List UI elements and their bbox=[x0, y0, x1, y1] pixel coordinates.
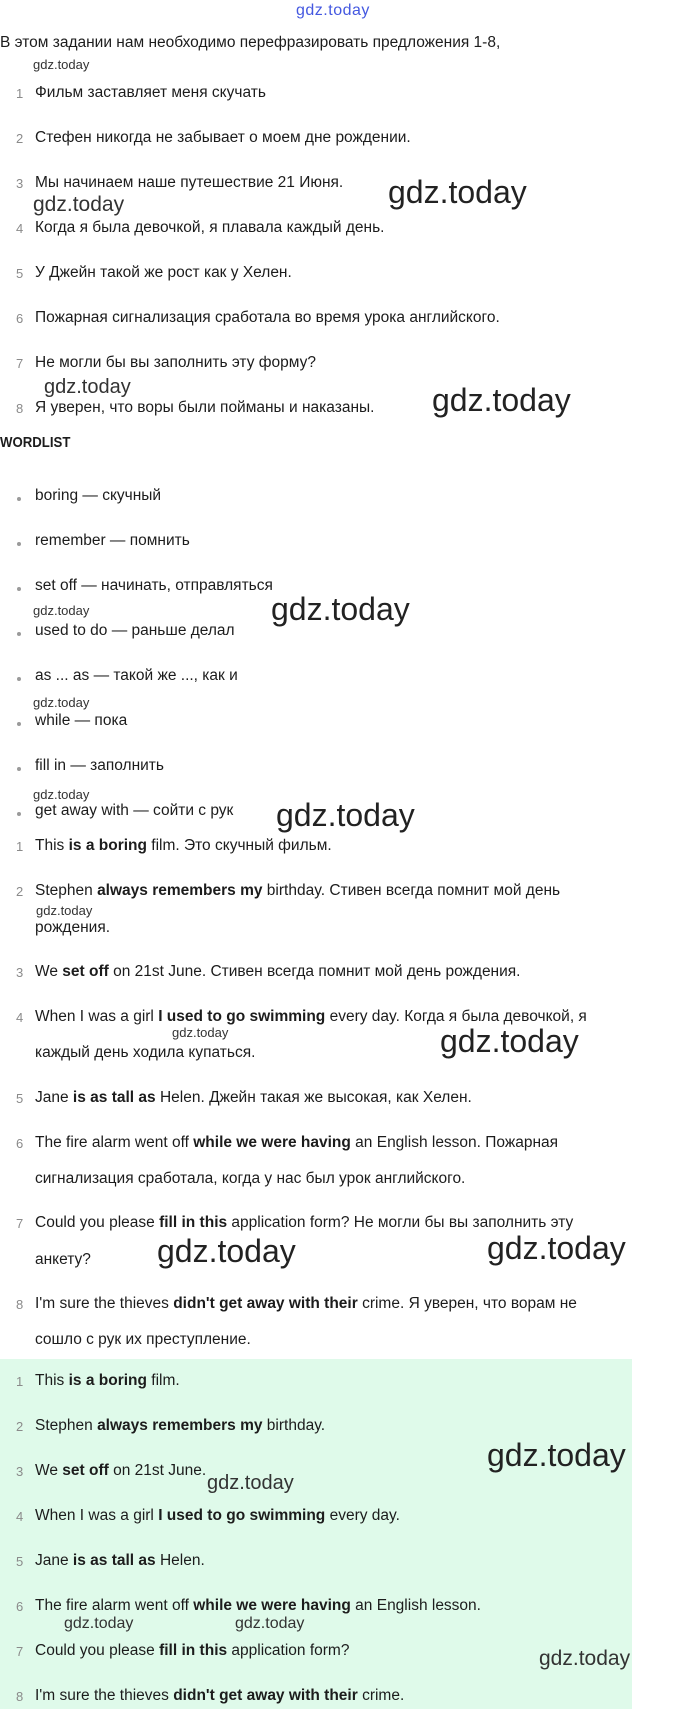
bullet bbox=[17, 722, 21, 726]
list-item-continuation: анкету? bbox=[35, 1251, 91, 1268]
list-item: When I was a girl I used to go swimming every day. Когда я была девочкой, я bbox=[35, 1008, 587, 1025]
list-item: Когда я была девочкой, я плавала каждый день. bbox=[35, 219, 385, 236]
bullet bbox=[17, 587, 21, 591]
list-number: 5 bbox=[16, 1091, 24, 1106]
watermark: gdz.today bbox=[271, 591, 410, 627]
list-item-continuation: сигнализация сработала, когда у нас был урок английского. bbox=[35, 1170, 466, 1187]
list-number: 7 bbox=[16, 1644, 24, 1659]
list-item: Мы начинаем наше путешествие 21 Июня. bbox=[35, 174, 344, 191]
list-number: 6 bbox=[16, 311, 24, 326]
wordlist-item: get away with — сойти с рук bbox=[35, 802, 234, 819]
wordlist-item: remember — помнить bbox=[35, 532, 190, 549]
watermark: gdz.today bbox=[539, 1647, 631, 1670]
bullet bbox=[17, 767, 21, 771]
list-item-continuation: каждый день ходила купаться. bbox=[35, 1044, 256, 1061]
watermark: gdz.today bbox=[487, 1230, 626, 1266]
list-number: 4 bbox=[16, 1509, 24, 1524]
list-number: 4 bbox=[16, 1010, 24, 1025]
list-item: I'm sure the thieves didn't get away with their crime. Я уверен, что ворам не bbox=[35, 1295, 577, 1312]
intro-text: В этом задании нам необходимо перефразировать предложения 1-8, bbox=[0, 34, 501, 51]
bullet bbox=[17, 632, 21, 636]
watermark: gdz.today bbox=[36, 903, 93, 918]
site-logo[interactable]: gdz.today bbox=[296, 2, 370, 19]
watermark: gdz.today bbox=[33, 787, 90, 802]
list-item: I'm sure the thieves didn't get away with their crime. bbox=[35, 1687, 405, 1704]
list-number: 1 bbox=[16, 1374, 24, 1389]
bullet bbox=[17, 542, 21, 546]
list-number: 6 bbox=[16, 1136, 24, 1151]
list-number: 5 bbox=[16, 1554, 24, 1569]
watermark: gdz.today bbox=[33, 57, 90, 72]
list-item: Фильм заставляет меня скучать bbox=[35, 84, 266, 101]
list-item: We set off on 21st June. Стивен всегда помнит мой день рождения. bbox=[35, 963, 521, 980]
watermark: gdz.today bbox=[235, 1615, 305, 1632]
list-item: Stephen always remembers my birthday. Стивен всегда помнит мой день bbox=[35, 882, 561, 899]
list-number: 7 bbox=[16, 356, 24, 371]
watermark: gdz.today bbox=[33, 695, 90, 710]
list-number: 1 bbox=[16, 839, 24, 854]
list-item: This is a boring film. Это скучный фильм. bbox=[35, 837, 332, 854]
list-item: When I was a girl I used to go swimming every day. bbox=[35, 1507, 400, 1524]
list-number: 3 bbox=[16, 965, 24, 980]
wordlist-item: set off — начинать, отправляться bbox=[35, 577, 273, 594]
wordlist-item: fill in — заполнить bbox=[35, 757, 164, 774]
list-item: Пожарная сигнализация сработала во время урока английского. bbox=[35, 309, 500, 326]
list-number: 8 bbox=[16, 1689, 24, 1704]
bullet bbox=[17, 812, 21, 816]
list-number: 8 bbox=[16, 1297, 24, 1312]
watermark: gdz.today bbox=[64, 1615, 134, 1632]
list-item: The fire alarm went off while we were having an English lesson. Пожарная bbox=[35, 1134, 559, 1151]
watermark: gdz.today bbox=[276, 797, 415, 833]
watermark: gdz.today bbox=[432, 382, 571, 418]
watermark: gdz.today bbox=[207, 1472, 294, 1494]
list-item: Jane is as tall as Helen. bbox=[35, 1552, 205, 1569]
list-number: 3 bbox=[16, 176, 24, 191]
wordlist-item: boring — скучный bbox=[35, 487, 162, 504]
list-item: Не могли бы вы заполнить эту форму? bbox=[35, 354, 316, 371]
list-item-continuation: сошло с рук их преступление. bbox=[35, 1331, 251, 1348]
list-number: 2 bbox=[16, 1419, 24, 1434]
list-item: The fire alarm went off while we were having an English lesson. bbox=[35, 1597, 481, 1614]
list-item: У Джейн такой же рост как у Хелен. bbox=[35, 264, 292, 281]
wordlist-item: used to do — раньше делал bbox=[35, 622, 235, 639]
wordlist-item: as ... as — такой же ..., как и bbox=[35, 667, 238, 684]
list-number: 8 bbox=[16, 401, 24, 416]
list-item: Стефен никогда не забывает о моем дне рождении. bbox=[35, 129, 411, 146]
bullet bbox=[17, 677, 21, 681]
list-item: We set off on 21st June. bbox=[35, 1462, 207, 1479]
list-item-continuation: рождения. bbox=[35, 919, 111, 936]
list-number: 2 bbox=[16, 131, 24, 146]
watermark: gdz.today bbox=[33, 603, 90, 618]
list-item: Could you please fill in this application form? Не могли бы вы заполнить эту bbox=[35, 1214, 574, 1231]
wordlist-item: while — пока bbox=[35, 712, 128, 729]
list-item: Could you please fill in this application form? bbox=[35, 1642, 350, 1659]
list-number: 5 bbox=[16, 266, 24, 281]
list-number: 1 bbox=[16, 86, 24, 101]
wordlist-heading: WORDLIST bbox=[0, 434, 71, 451]
list-number: 4 bbox=[16, 221, 24, 236]
watermark: gdz.today bbox=[33, 193, 125, 216]
list-item: Я уверен, что воры были пойманы и наказаны. bbox=[35, 399, 375, 416]
list-number: 3 bbox=[16, 1464, 24, 1479]
watermark: gdz.today bbox=[157, 1233, 296, 1269]
watermark: gdz.today bbox=[172, 1025, 229, 1040]
list-number: 6 bbox=[16, 1599, 24, 1614]
list-item: This is a boring film. bbox=[35, 1372, 180, 1389]
list-item: Jane is as tall as Helen. Джейн такая же высокая, как Хелен. bbox=[35, 1089, 472, 1106]
watermark: gdz.today bbox=[487, 1437, 626, 1473]
watermark: gdz.today bbox=[388, 174, 527, 210]
watermark: gdz.today bbox=[44, 376, 131, 398]
watermark: gdz.today bbox=[440, 1023, 579, 1059]
list-number: 7 bbox=[16, 1216, 24, 1231]
bullet bbox=[17, 497, 21, 501]
list-item: Stephen always remembers my birthday. bbox=[35, 1417, 326, 1434]
list-number: 2 bbox=[16, 884, 24, 899]
